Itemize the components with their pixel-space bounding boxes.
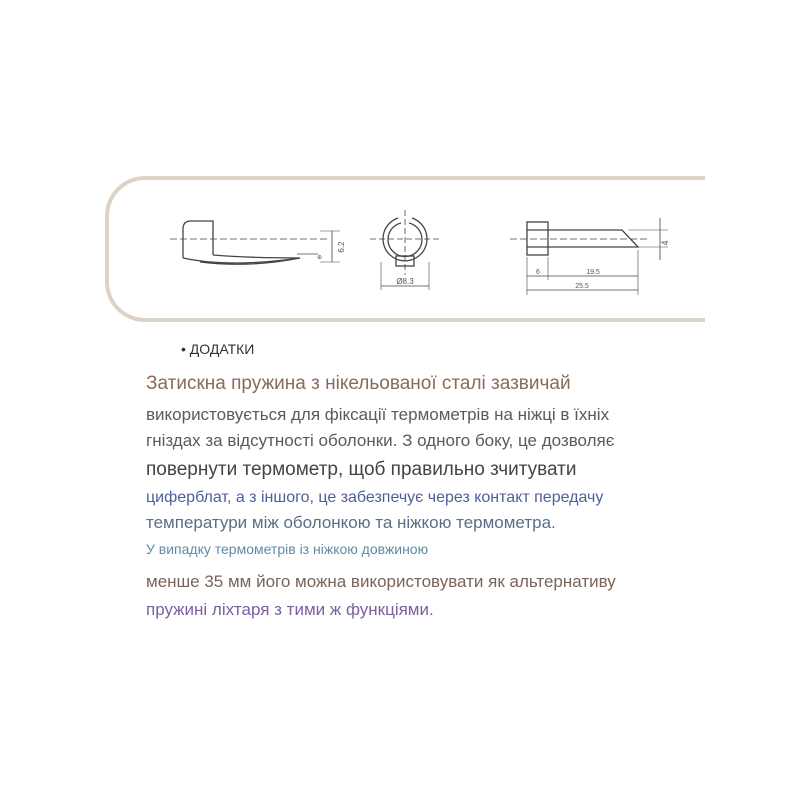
section-heading: • ДОДАТКИ <box>181 341 255 357</box>
small-marks: ⊕ <box>317 255 323 261</box>
dim-diameter: Ø8.3 <box>396 277 414 286</box>
text-line-8: менше 35 мм його можна використовувати як альтернативу <box>146 572 616 591</box>
text-line-2: використовується для фіксації термометрів на ніжці в їхніх <box>146 405 610 424</box>
text-line-5: циферблат, а з іншого, це забезпечує через контакт передачу <box>146 489 604 506</box>
side-view-drawing <box>170 221 340 264</box>
text-line-1: Затискна пружина з нікельованої сталі зазвичай <box>146 373 571 394</box>
text-line-6: температури між оболонкою та ніжкою термометра. <box>146 513 556 532</box>
top-view-drawing <box>510 218 668 295</box>
dim-total: 25.5 <box>575 283 589 290</box>
text-line-9: пружині ліхтаря з тими ж функціями. <box>146 600 434 619</box>
dim-height-right: 4 <box>660 240 670 246</box>
text-line-4: повернути термометр, щоб правильно зчитувати <box>146 459 577 480</box>
dim-height-left: 6.2 <box>337 241 346 253</box>
text-line-3: гніздах за відсутності оболонки. З одного боку, це дозволяє <box>146 431 615 450</box>
text-line-7: У випадку термометрів із ніжкою довжиною <box>146 541 429 557</box>
dim-head: 6 <box>536 269 540 276</box>
dim-shaft: 19.5 <box>586 269 600 276</box>
